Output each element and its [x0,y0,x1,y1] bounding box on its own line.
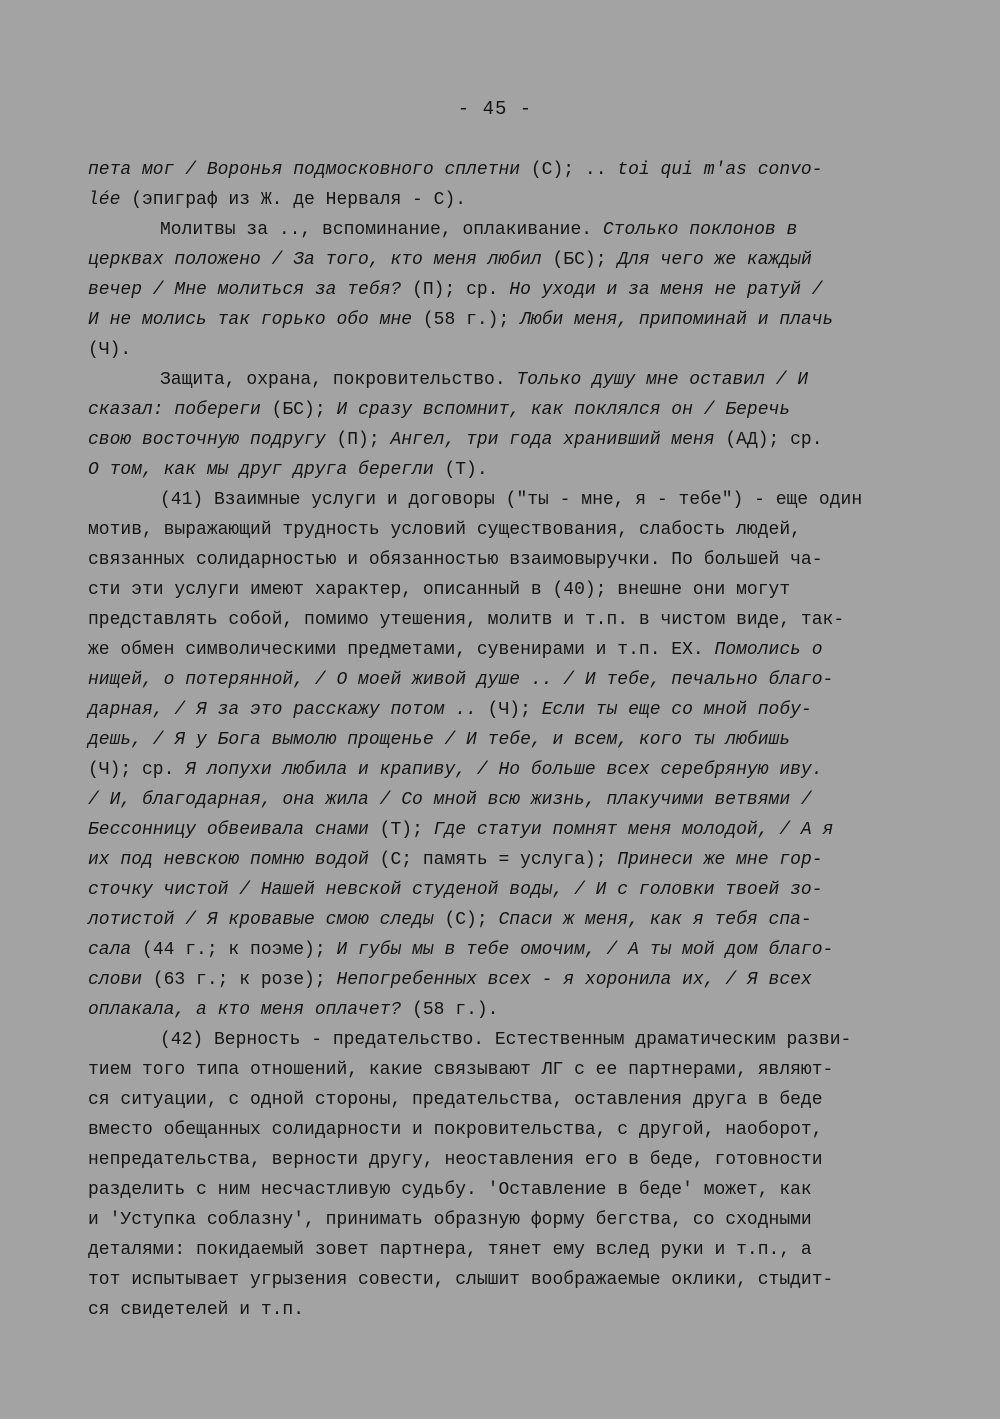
text-line [88,1205,918,1235]
italic-quote-segment: свою восточную подругу [88,430,326,450]
text-segment: и 'Уступка соблазну', принимать образную форму бегства, со сходными [88,1210,812,1230]
body-text [88,155,918,1325]
text-line [88,575,918,605]
italic-quote-segment: / И, благодарная, она жила / Со мной всю жизнь, плакучими ветвями / [88,790,812,810]
text-line [88,1175,918,1205]
text-segment: (БС); [541,250,618,270]
text-segment: непредательства, верности другу, неоставления его в беде, готовности [88,1150,823,1170]
text-segment: (41) Взаимные услуги и договоры ("ты - мне, я - тебе") - еще один [160,490,863,510]
italic-quote-segment: Бессонницу обвеивала снами [88,820,369,840]
text-line [88,245,918,275]
text-segment: мотив, выражающий трудность условий существования, слабость людей, [88,520,801,540]
italic-quote-segment: И сразу вспомнит, как поклялся он / Беречь [336,400,791,420]
italic-quote-segment: lée [88,190,121,210]
text-segment: (Ч); [476,700,542,720]
page-number: - 45 - [457,98,533,120]
italic-quote-segment: слови [88,970,143,990]
text-line [88,365,918,395]
text-line [88,1295,918,1325]
text-line [88,605,918,635]
italic-quote-segment: Для чего же каждый [617,250,812,270]
text-segment: связанных солидарностью и обязанностью взаимовыручки. По большей ча- [88,550,823,570]
text-line [88,905,918,935]
italic-quote-segment: лотистой / Я кровавые смою следы [88,910,434,930]
text-line [88,275,918,305]
text-line [88,845,918,875]
italic-quote-segment: церквах положено / За того, кто меня любил [88,250,542,270]
italic-quote-segment: дешь, / Я у Бога вымолю прощенье / И тебе, и всем, кого ты любишь [88,730,791,750]
text-line [88,335,918,365]
text-line [88,1025,918,1055]
italic-quote-segment: пета мог / Воронья подмосковного сплетни [88,160,521,180]
text-line [88,755,918,785]
text-segment: (С); .. [520,160,618,180]
italic-quote-segment: Непогребенных всех - я хоронила их, / Я всех [336,970,812,990]
text-segment: ся ситуации, с одной стороны, предательства, оставления друга в беде [88,1090,823,1110]
italic-quote-segment: Столько поклонов в [602,220,798,240]
text-segment: (П); [325,430,391,450]
italic-quote-segment: сала [88,940,132,960]
italic-quote-segment: Если ты еще со мной побу- [541,700,812,720]
italic-quote-segment: Где статуи помнят меня молодой, / А я [433,820,834,840]
text-line [88,185,918,215]
text-line [88,305,918,335]
italic-quote-segment: Люби меня, припоминай и плачь [520,310,834,330]
text-segment: (С; память = услуга); [368,850,618,870]
text-segment: (Т); [368,820,434,840]
text-line [88,1235,918,1265]
text-segment: (63 г.; к розе); [142,970,337,990]
italic-quote-segment: дарная, / Я за это расскажу потом .. [88,700,477,720]
italic-quote-segment: Ангел, три года хранивший меня [390,430,715,450]
text-line [88,545,918,575]
italic-quote-segment: Я лопухи любила и крапиву, / Но больше всех серебряную иву. [185,760,823,780]
italic-quote-segment: Только душу мне оставил / И [516,370,809,390]
italic-quote-segment: сказал: побереги [88,400,261,420]
italic-quote-segment: О том, как мы друг друга берегли [88,460,434,480]
italic-quote-segment: нищей, о потерянной, / О моей живой душе .. / И тебе, печально благо- [88,670,834,690]
text-segment: (БС); [260,400,337,420]
text-segment: (П); ср. [401,280,510,300]
text-line [88,965,918,995]
text-line [88,1265,918,1295]
text-line [88,785,918,815]
text-line [88,1085,918,1115]
text-segment: разделить с ним несчастливую судьбу. 'Оставление в беде' может, как [88,1180,812,1200]
text-segment: (АД); ср. [714,430,823,450]
text-line [88,155,918,185]
text-line [88,485,918,515]
italic-quote-segment: Но уходи и за меня не ратуй / [509,280,823,300]
text-line [88,515,918,545]
italic-quote-segment: сточку чистой / Нашей невской студеной воды, / И с головки твоей зо- [88,880,823,900]
text-segment: ся свидетелей и т.п. [88,1300,305,1320]
text-line [88,1055,918,1085]
italic-quote-segment: И не молись так горько обо мне [88,310,413,330]
text-line [88,695,918,725]
italic-quote-segment: Помолись о [714,640,823,660]
italic-quote-segment: Принеси же мне гор- [617,850,823,870]
text-line [88,1115,918,1145]
text-line [88,395,918,425]
italic-quote-segment: оплакала, а кто меня оплачет? [88,1000,402,1020]
text-line [88,995,918,1025]
text-line [88,1145,918,1175]
text-line [88,725,918,755]
text-line [88,635,918,665]
text-segment: (эпиграф из Ж. де Нерваля - С). [120,190,467,210]
text-line [88,875,918,905]
text-segment: (58 г.); [412,310,521,330]
text-line [88,425,918,455]
italic-quote-segment: toi qui m'as convo- [617,160,823,180]
text-segment: Защита, охрана, покровительство. [160,370,517,390]
italic-quote-segment: И губы мы в тебе омочим, / А ты мой дом благо- [336,940,834,960]
text-segment: (44 г.; к поэме); [131,940,337,960]
text-segment: (Т). [433,460,488,480]
text-segment: (С); [433,910,499,930]
text-line [88,455,918,485]
text-segment: (58 г.). [401,1000,499,1020]
text-line [88,215,918,245]
text-segment: (42) Верность - предательство. Естественным драматическим разви- [160,1030,852,1050]
italic-quote-segment: вечер / Мне молиться за тебя? [88,280,402,300]
text-segment: (Ч). [88,340,132,360]
text-segment: тот испытывает угрызения совести, слышит воображаемые оклики, стыдит- [88,1270,834,1290]
text-line [88,815,918,845]
text-segment: же обмен символическими предметами, сувенирами и т.п. ЕХ. [88,640,715,660]
text-segment: представлять собой, помимо утешения, молитв и т.п. в чистом виде, так- [88,610,845,630]
italic-quote-segment: Спаси ж меня, как я тебя спа- [498,910,812,930]
text-segment: деталями: покидаемый зовет партнера, тянет ему вслед руки и т.п., а [88,1240,812,1260]
text-line [88,935,918,965]
text-segment: (Ч); ср. [88,760,186,780]
text-segment: тием того типа отношений, какие связывают ЛГ с ее партнерами, являют- [88,1060,834,1080]
text-line [88,665,918,695]
text-segment: сти эти услуги имеют характер, описанный в (40); внешне они могут [88,580,791,600]
italic-quote-segment: их под невскою помню водой [88,850,369,870]
text-segment: Молитвы за .., вспоминание, оплакивание. [160,220,603,240]
text-segment: вместо обещанных солидарности и покровительства, с другой, наоборот, [88,1120,823,1140]
